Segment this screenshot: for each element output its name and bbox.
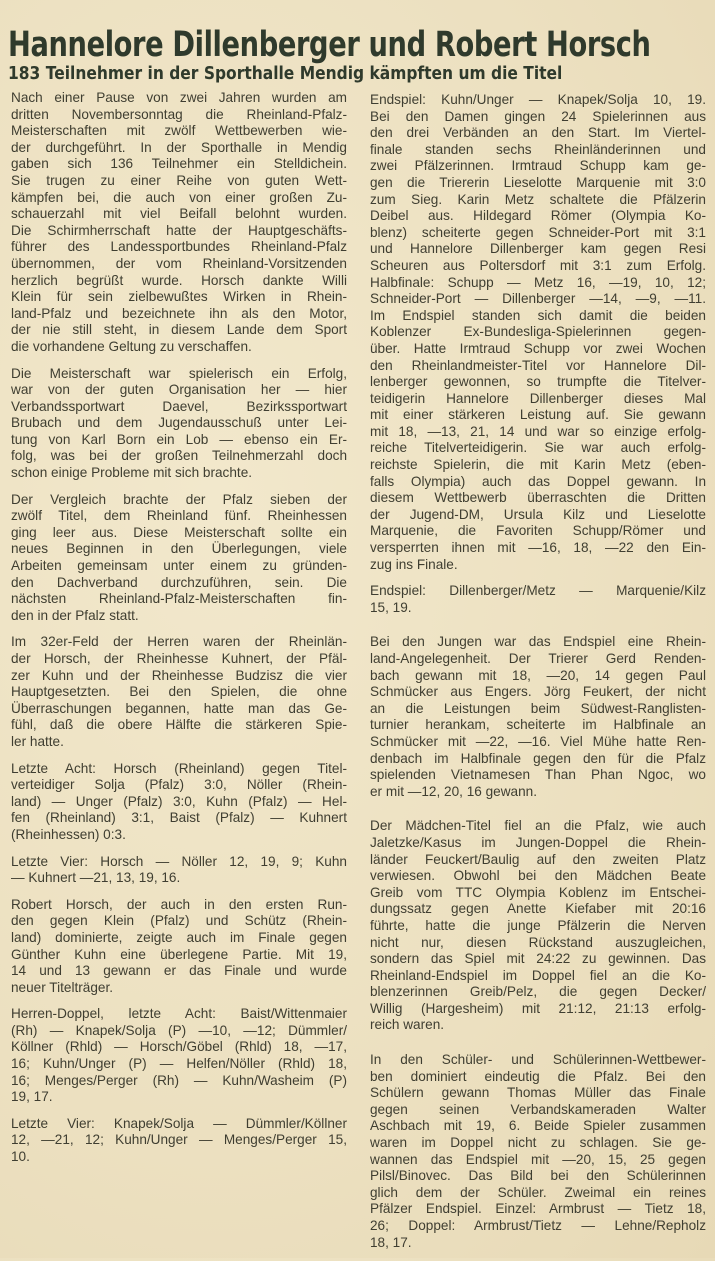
left-column bbox=[11, 90, 347, 1176]
text-line: — Kuhnert —21, 13, 19, 16. bbox=[11, 870, 181, 886]
text-line: 15, 19. bbox=[370, 599, 412, 615]
text-line: versperrten ihnen mit —16, 18, —22 den Ein- bbox=[370, 540, 706, 556]
text-line: Robert Horsch, der auch in den ersten Run- bbox=[11, 896, 347, 912]
text-line: der Horsch, der Rheinhesse Kuhnert, der Pfäl- bbox=[11, 651, 347, 666]
text-line: Sie trugen zu einer Reihe von guten Wett- bbox=[11, 172, 347, 188]
text-line: Halbfinale: Schupp — Metz 16, —19, 10, 12; bbox=[370, 274, 706, 290]
article-paragraph bbox=[370, 92, 706, 573]
text-line: gegen seinen Verbandskameraden Walter bbox=[370, 1101, 706, 1117]
text-line: Bei den Damen gingen 24 Spielerinnen aus bbox=[370, 108, 706, 124]
text-line: kämpfen bei, die auch von einer großen Zu- bbox=[11, 189, 347, 205]
text-line: Schmücker mit —22, —16. Viel Mühe hatte Ren- bbox=[370, 733, 706, 749]
text-line: den in der Pfalz statt. bbox=[11, 607, 139, 623]
text-line: Rheinland-Endspiel im Doppel fiel an die Ko- bbox=[370, 967, 706, 983]
text-line: Aschbach mit 19, 6. Beide Spieler zusammen bbox=[370, 1118, 706, 1134]
text-line: Letzte Vier: Horsch — Nöller 12, 19, 9; Kuhn bbox=[11, 853, 347, 869]
text-line: Überraschungen begannen, hatte man das Ge- bbox=[11, 700, 347, 716]
text-line: Schmücker aus Engers. Jörg Feukert, der nicht bbox=[370, 684, 706, 700]
text-line: Schneider-Port — Dillenberger —14, —9, —11. bbox=[370, 291, 706, 307]
text-line: gaben sich 136 Teilnehmer ein Stelldichein. bbox=[11, 156, 347, 172]
text-line: zug ins Finale. bbox=[370, 556, 458, 572]
text-line: land) — Unger (Pfalz) 3:0, Kuhn (Pfalz) — Hel- bbox=[11, 793, 347, 809]
article-paragraph bbox=[370, 818, 706, 1034]
text-line: zum Sieg. Karin Metz schaltete die Pfälzerin bbox=[370, 191, 706, 207]
text-line: gen die Triererin Lieselotte Marquenie mit 3:0 bbox=[370, 174, 706, 190]
text-line: 16; Menges/Perger (Rh) — Kuhn/Washeim (P) bbox=[11, 1072, 347, 1088]
text-line: mit 18, —13, 21, 14 und war so einzige erfolg- bbox=[370, 423, 706, 439]
text-line: Willig (Hargesheim) mit 21:12, 21:13 erfolg- bbox=[370, 1000, 706, 1016]
text-line: war von der guten Organisation her — hier bbox=[11, 382, 347, 398]
text-line: den drei Verbänden an den Start. Im Viertel- bbox=[370, 125, 706, 141]
text-line: blenzerinnen Greib/Pelz, die gegen Decker/ bbox=[370, 984, 706, 1000]
article-paragraph bbox=[11, 492, 347, 625]
text-line: 16; Kuhn/Unger (P) — Helfen/Nöller (Rhld) 18, bbox=[11, 1056, 347, 1072]
text-line: 18, 17. bbox=[370, 1234, 412, 1250]
text-line: In den Schüler- und Schülerinnen-Wettbewer- bbox=[370, 1052, 706, 1068]
text-line: Nach einer Pause von zwei Jahren wurden am bbox=[11, 90, 347, 105]
text-line: diesem Wettbewerb überraschten die Dritten bbox=[370, 490, 706, 506]
text-line: schon einige Probleme mit sich brachte. bbox=[11, 465, 253, 481]
text-line: der durchgeführt. In der Sporthalle in Mendig bbox=[11, 139, 347, 155]
text-line: nicht nur, diesen Rückstand auszugleichen, bbox=[370, 934, 706, 950]
text-line: reichste Spielerin, die mit Karin Metz (eben- bbox=[370, 457, 706, 473]
text-line: glich dem der Schüler. Zweimal ein reines bbox=[370, 1184, 706, 1200]
text-line: teidigerin Hannelore Dillenberger dieses Mal bbox=[370, 390, 706, 406]
text-line: Schülern gewann Thomas Müller das Finale bbox=[370, 1085, 706, 1101]
text-line: Der Mädchen-Titel fiel an die Pfalz, wie auch bbox=[370, 818, 706, 834]
text-line: nächsten Rheinland-Pfalz-Meisterschaften fin- bbox=[11, 591, 347, 607]
text-line: Im Endspiel standen sich damit die beiden bbox=[370, 307, 706, 323]
text-line: Endspiel: Kuhn/Unger — Knapek/Solja 10, 19. bbox=[370, 92, 706, 107]
text-line: blenz) scheiterte gegen Schneider-Port mit 3:1 bbox=[370, 224, 706, 240]
article-paragraph bbox=[370, 634, 706, 800]
text-line: waren im Doppel nicht zu schlagen. Sie ge- bbox=[370, 1135, 706, 1151]
text-line: übernommen, der vom Rheinland-Vorsitzenden bbox=[11, 255, 347, 271]
text-line: länder Feuckert/Baulig auf den zweiten Platz bbox=[370, 851, 706, 867]
text-line: ben dominiert eindeutig die Pfalz. Bei den bbox=[370, 1068, 706, 1084]
text-line: Bei den Jungen war das Endspiel eine Rhein- bbox=[370, 634, 706, 650]
text-line: Pfälzer Endspiel. Einzel: Armbrust — Tietz 18, bbox=[370, 1201, 706, 1217]
text-line: Pilsl/Binovec. Das Bild bei den Schülerinnen bbox=[370, 1168, 706, 1184]
article-paragraph bbox=[11, 854, 347, 887]
text-line: Letzte Acht: Horsch (Rheinland) gegen Titel- bbox=[11, 760, 347, 776]
text-line: Letzte Vier: Knapek/Solja — Dümmler/Köllner bbox=[11, 1115, 347, 1131]
text-line: dungssatz gegen Anette Kiefaber mit 20:16 bbox=[370, 901, 706, 917]
text-line: denbach im Halbfinale gegen den für die Pfalz bbox=[370, 750, 706, 766]
text-line: der nie still steht, in diesem Lande dem Sport bbox=[11, 322, 347, 338]
right-column bbox=[370, 92, 706, 1261]
text-line: folg, was bei der großen Teilnehmerzahl doch bbox=[11, 448, 347, 464]
text-line: zwei Pfälzerinnen. Irmtraud Schupp kam ge- bbox=[370, 158, 706, 174]
text-line: Deibel aus. Hildegard Römer (Olympia Ko- bbox=[370, 208, 706, 224]
text-line: land) dominierte, zeigte auch im Finale gegen bbox=[11, 929, 347, 945]
text-line: Marquenie, die Favoriten Schupp/Römer und bbox=[370, 523, 706, 539]
text-line: Die Schirmherrschaft hatte der Hauptgeschäfts- bbox=[11, 222, 347, 238]
text-line: zwölf Titel, dem Rheinland fünf. Rheinhessen bbox=[11, 508, 347, 524]
article-paragraph bbox=[11, 634, 347, 750]
text-line: Jaletzke/Kasus im Jungen-Doppel die Rhein- bbox=[370, 834, 706, 850]
article-paragraph bbox=[11, 761, 347, 844]
text-line: (Rheinhessen) 0:3. bbox=[11, 826, 126, 842]
text-line: an die Leistungen beim Südwest-Ranglisten- bbox=[370, 700, 706, 716]
text-line: 14 und 13 gewann er das Finale und wurde bbox=[11, 963, 347, 979]
text-line: Arbeiten gemeinsam unter einem zu gründen- bbox=[11, 558, 347, 574]
text-line: 10. bbox=[11, 1149, 30, 1165]
text-line: führte, hatte die junge Pfälzerin die Nerven bbox=[370, 917, 706, 933]
text-line: neues Beginnen in den Überlegungen, viele bbox=[11, 541, 347, 557]
text-line: spielenden Vietnamesen Than Phan Ngoc, wo bbox=[370, 767, 706, 783]
text-line: Meisterschaften mit zwölf Wettbewerben wie- bbox=[11, 123, 347, 139]
text-line: sondern das Spiel mit 24:22 zu gewinnen. Das bbox=[370, 951, 706, 967]
text-line: Der Vergleich brachte der Pfalz sieben der bbox=[11, 491, 347, 507]
text-line: er mit —12, 20, 16 gewann. bbox=[370, 783, 537, 799]
text-line: tung von Karl Born ein Lob — ebenso ein Er- bbox=[11, 431, 347, 447]
text-line: wannen das Endspiel mit —20, 15, 25 gegen bbox=[370, 1151, 706, 1167]
text-line: Endspiel: Dillenberger/Metz — Marquenie/Kilz bbox=[370, 583, 706, 599]
text-line: mit einer stärkeren Leistung auf. Sie gewann bbox=[370, 407, 706, 423]
text-line: Brubach und dem Jugendausschuß unter Lei- bbox=[11, 415, 347, 431]
text-line: Hauptgesetzten. Bei den Spielen, die ohne bbox=[11, 684, 347, 700]
text-line: verwiesen. Obwohl bei den Mädchen Beate bbox=[370, 868, 706, 884]
text-line: den Dachverband durchzuführen, sein. Die bbox=[11, 574, 347, 590]
text-line: 12, —21, 12; Kuhn/Unger — Menges/Perger 15, bbox=[11, 1132, 347, 1148]
text-line: bach gewann mit 18, —20, 14 gegen Paul bbox=[370, 667, 706, 683]
text-line: Köllner (Rhld) — Horsch/Göbel (Rhld) 18, —17, bbox=[11, 1039, 347, 1055]
article-paragraph bbox=[11, 366, 347, 482]
text-line: 26; Doppel: Armbrust/Tietz — Lehne/Repholz bbox=[370, 1218, 706, 1233]
text-line: finale standen sechs Rheinländerinnen und bbox=[370, 141, 706, 157]
text-line: falls Olympia) auch das Doppel gewann. In bbox=[370, 473, 706, 489]
text-line: schauerzahl mit viel Beifall belohnt wurden. bbox=[11, 206, 347, 222]
article-paragraph bbox=[11, 90, 347, 356]
text-line: fen (Rheinland) 3:1, Baist (Pfalz) — Kuhnert bbox=[11, 810, 347, 826]
text-line: die vorhandene Geltung zu verschaffen. bbox=[11, 338, 252, 354]
text-line: Klein für sein zielbewußtes Wirken in Rhein- bbox=[11, 289, 347, 305]
text-line: lenberger gewonnen, so trumpfte die Titelver- bbox=[370, 374, 706, 390]
text-line: Verbandssportwart Daevel, Bezirkssportwart bbox=[11, 398, 347, 414]
text-line: zer Kuhn und der Rheinhesse Budzisz die vier bbox=[11, 667, 347, 683]
article-paragraph bbox=[370, 1052, 706, 1251]
text-line: Günther Kuhn eine überlegene Partie. Mit 19, bbox=[11, 946, 347, 962]
article-paragraph bbox=[11, 1006, 347, 1106]
text-line: verteidiger Solja (Pfalz) 3:0, Nöller (Rhein- bbox=[11, 777, 347, 793]
text-line: (Rh) — Knapek/Solja (P) —10, —12; Dümmler/ bbox=[11, 1022, 347, 1038]
text-line: Scheuren aus Poltersdorf mit 3:1 zum Erfolg. bbox=[370, 257, 706, 273]
text-line: Die Meisterschaft war spielerisch ein Erfolg, bbox=[11, 365, 347, 381]
text-line: Im 32er-Feld der Herren waren der Rheinlän- bbox=[11, 634, 347, 650]
article-paragraph bbox=[11, 1116, 347, 1166]
article-paragraph bbox=[370, 583, 706, 616]
text-line: 19, 17. bbox=[11, 1089, 53, 1105]
text-line: über. Hatte Irmtraud Schupp vor zwei Wochen bbox=[370, 340, 706, 356]
text-line: land-Angelegenheit. Der Trierer Gerd Renden- bbox=[370, 651, 706, 666]
text-line: Koblenzer Ex-Bundesliga-Spielerinnen gegen- bbox=[370, 324, 706, 340]
text-line: herzlich begrüßt wurde. Horsch dankte Willi bbox=[11, 272, 347, 288]
text-line: fühl, daß die obere Hälfte die stärkeren Spie- bbox=[11, 717, 347, 733]
text-line: reich waren. bbox=[370, 1017, 445, 1033]
text-line: ler hatte. bbox=[11, 733, 64, 749]
text-line: reiche Titelverteidigerin. Sie war auch erfolg- bbox=[370, 440, 706, 456]
text-line: dritten Novembersonntag die Rheinland-Pfalz- bbox=[11, 106, 347, 122]
headline: Hannelore Dillenberger und Robert Horsch bbox=[8, 25, 651, 66]
text-line: land-Pfalz und bezeichnete ihn als den Motor, bbox=[11, 305, 347, 321]
text-line: ging leer aus. Diese Meisterschaft sollte ein bbox=[11, 524, 347, 540]
text-line: turnier herankam, scheiterte im Halbfinale an bbox=[370, 717, 706, 733]
text-line: führer des Landessportbundes Rheinland-Pfalz bbox=[11, 239, 347, 255]
text-line: der Jugend-DM, Ursula Kilz und Lieselotte bbox=[370, 506, 706, 522]
article-paragraph bbox=[11, 897, 347, 997]
text-line: und Hannelore Dillenberger kam gegen Resi bbox=[370, 241, 706, 257]
text-line: den gegen Klein (Pfalz) und Schütz (Rhein- bbox=[11, 913, 347, 929]
text-line: neuer Titelträger. bbox=[11, 979, 114, 995]
subheadline: 183 Teilnehmer in der Sporthalle Mendig kämpften um die Titel bbox=[8, 62, 563, 84]
text-line: Herren-Doppel, letzte Acht: Baist/Wittenmaier bbox=[11, 1006, 347, 1022]
text-line: Greib vom TTC Olympia Koblenz im Entschei- bbox=[370, 884, 706, 900]
text-line: den Rheinlandmeister-Titel vor Hannelore Dil- bbox=[370, 357, 706, 373]
